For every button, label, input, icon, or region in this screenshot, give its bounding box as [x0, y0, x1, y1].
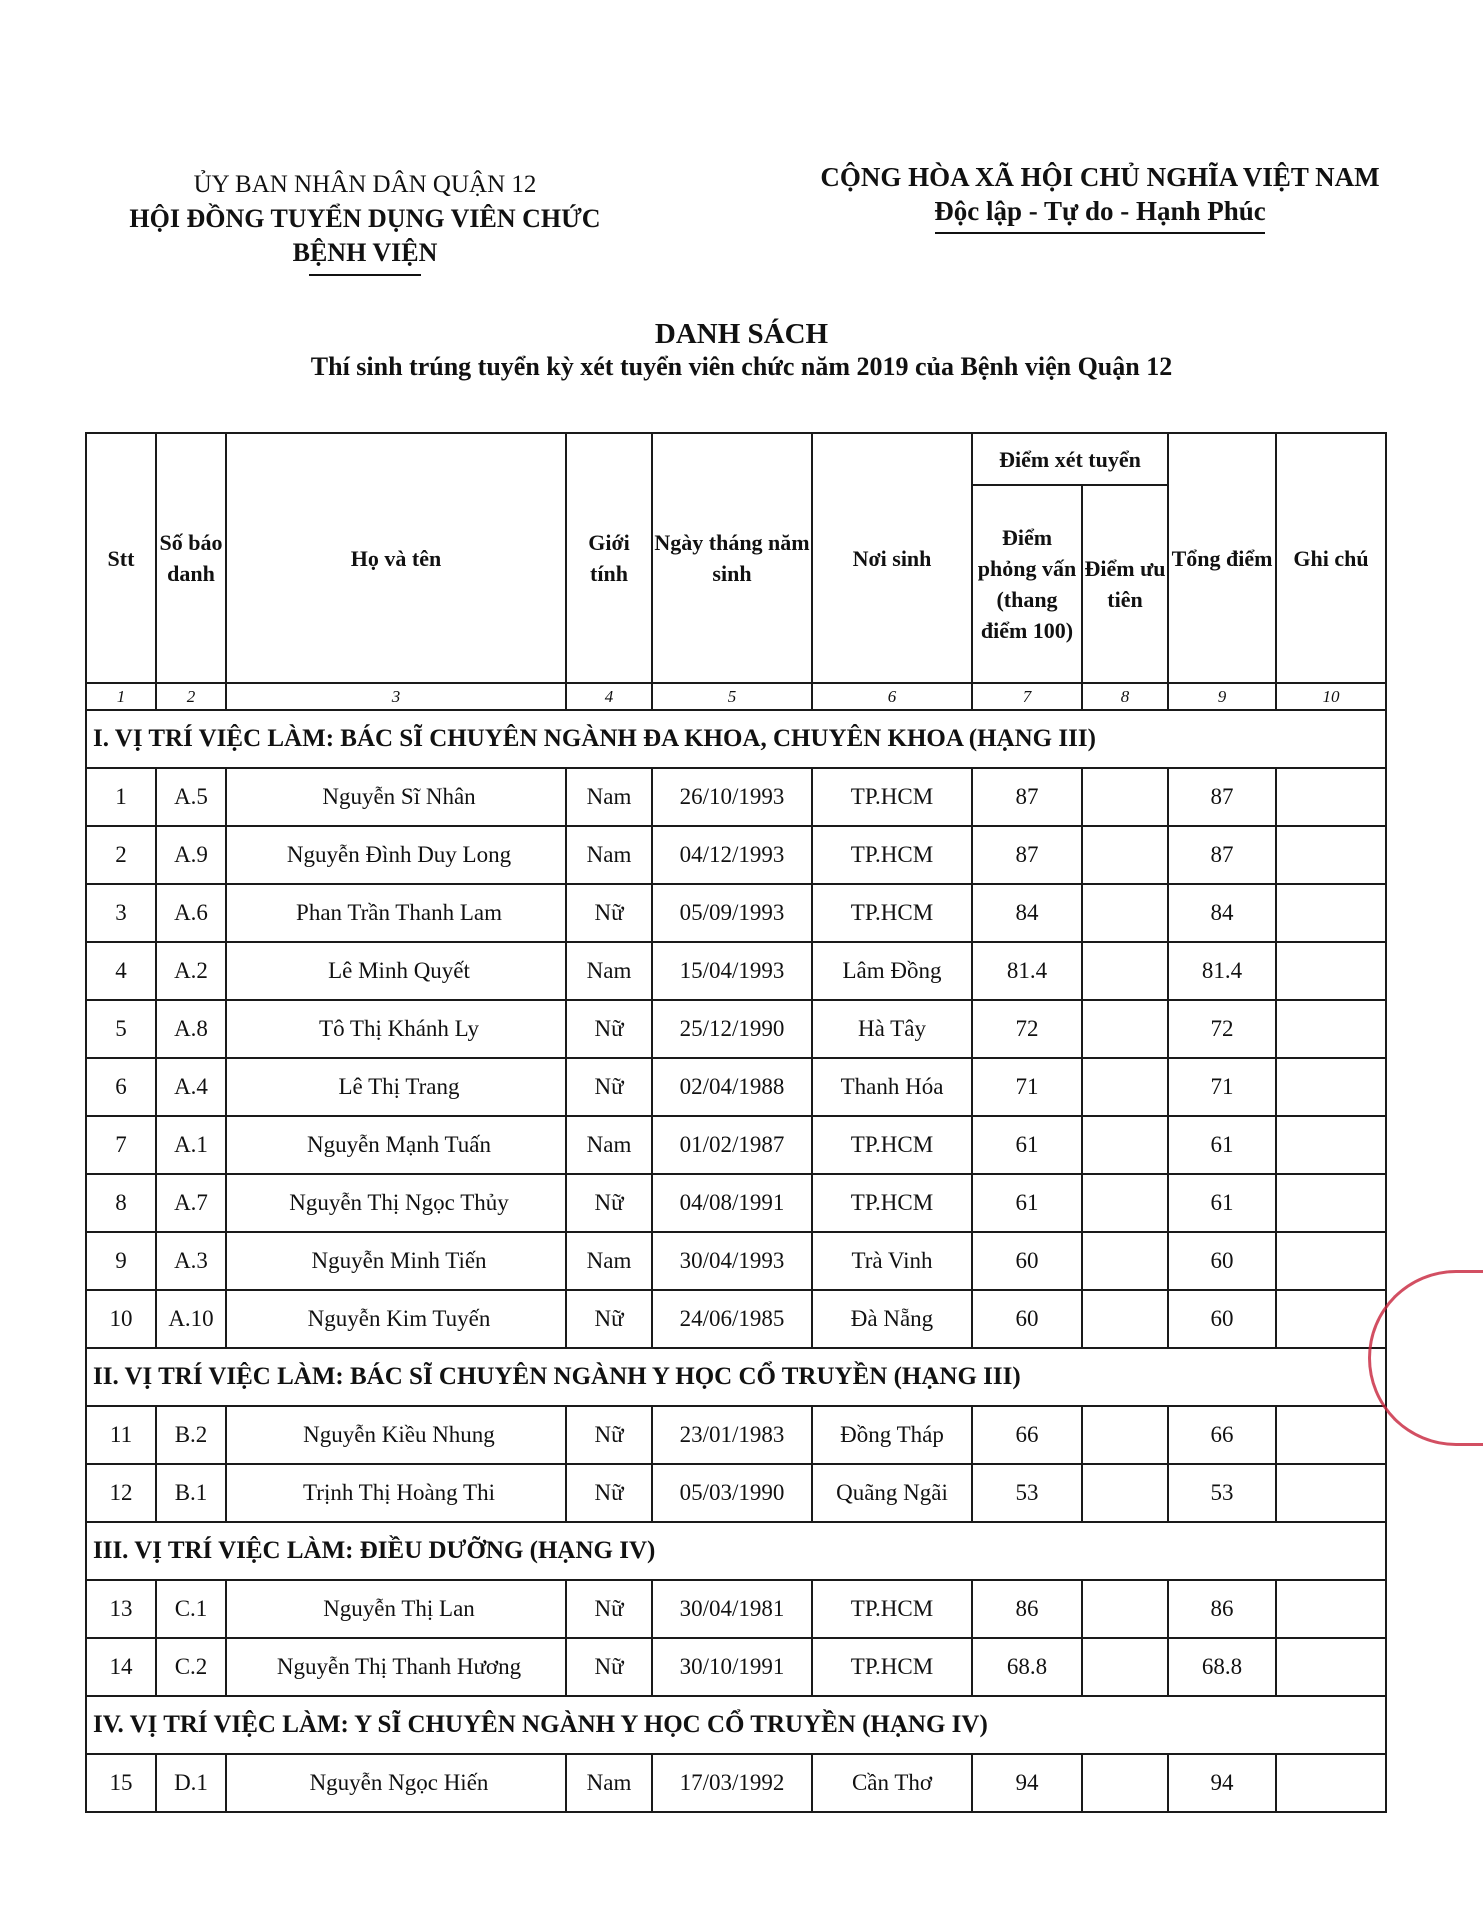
cell-name: Nguyễn Mạnh Tuấn [226, 1116, 566, 1174]
cell-note [1276, 1464, 1386, 1522]
cell-total: 61 [1168, 1174, 1276, 1232]
cell-birthplace: TP.HCM [812, 1638, 972, 1696]
cell-gender: Nam [566, 1116, 652, 1174]
cell-gender: Nữ [566, 1058, 652, 1116]
cell-name: Nguyễn Kim Tuyến [226, 1290, 566, 1348]
cell-interview: 61 [972, 1116, 1082, 1174]
cell-note [1276, 1754, 1386, 1812]
col-number: 5 [652, 683, 812, 710]
cell-birthplace: Trà Vinh [812, 1232, 972, 1290]
cell-gender: Nữ [566, 1464, 652, 1522]
cell-note [1276, 768, 1386, 826]
cell-total: 94 [1168, 1754, 1276, 1812]
cell-birthplace: TP.HCM [812, 884, 972, 942]
cell-name: Nguyễn Sĩ Nhân [226, 768, 566, 826]
cell-name: Trịnh Thị Hoàng Thi [226, 1464, 566, 1522]
cell-priority [1082, 1580, 1168, 1638]
cell-name: Nguyễn Thị Thanh Hương [226, 1638, 566, 1696]
section-title: I. VỊ TRÍ VIỆC LÀM: BÁC SĨ CHUYÊN NGÀNH ĐA KHOA, CHUYÊN KHOA (HẠNG III) [86, 710, 1386, 768]
cell-interview: 71 [972, 1058, 1082, 1116]
section-row [86, 1348, 1386, 1406]
table-row [86, 768, 1386, 826]
cell-interview: 84 [972, 884, 1082, 942]
cell-dob: 25/12/1990 [652, 1000, 812, 1058]
document-subtitle: Thí sinh trúng tuyển kỳ xét tuyển viên chức năm 2019 của Bệnh viện Quận 12 [310, 352, 1173, 381]
cell-interview: 81.4 [972, 942, 1082, 1000]
cell-dob: 15/04/1993 [652, 942, 812, 1000]
col-number: 8 [1082, 683, 1168, 710]
cell-stt: 7 [86, 1116, 156, 1174]
cell-birthplace: Hà Tây [812, 1000, 972, 1058]
cell-gender: Nữ [566, 884, 652, 942]
cell-name: Lê Thị Trang [226, 1058, 566, 1116]
section-title: IV. VỊ TRÍ VIỆC LÀM: Y SĨ CHUYÊN NGÀNH Y HỌC CỔ TRUYỀN (HẠNG IV) [86, 1696, 1386, 1754]
cell-name: Lê Minh Quyết [226, 942, 566, 1000]
cell-total: 72 [1168, 1000, 1276, 1058]
cell-dob: 17/03/1992 [652, 1754, 812, 1812]
cell-priority [1082, 1174, 1168, 1232]
cell-interview: 60 [972, 1232, 1082, 1290]
cell-interview: 72 [972, 1000, 1082, 1058]
cell-interview: 87 [972, 768, 1082, 826]
cell-name: Tô Thị Khánh Ly [226, 1000, 566, 1058]
header-left-divider [309, 274, 421, 276]
col-number: 9 [1168, 683, 1276, 710]
header-dob: Ngày tháng năm sinh [652, 433, 812, 683]
cell-gender: Nữ [566, 1000, 652, 1058]
table-row [86, 1406, 1386, 1464]
cell-dob: 04/12/1993 [652, 826, 812, 884]
table-row [86, 1000, 1386, 1058]
cell-priority [1082, 1754, 1168, 1812]
cell-note [1276, 826, 1386, 884]
cell-sbd: B.1 [156, 1464, 226, 1522]
section-title: II. VỊ TRÍ VIỆC LÀM: BÁC SĨ CHUYÊN NGÀNH Y HỌC CỔ TRUYỀN (HẠNG III) [86, 1348, 1386, 1406]
header-gender: Giới tính [566, 433, 652, 683]
table-row [86, 1754, 1386, 1812]
cell-interview: 60 [972, 1290, 1082, 1348]
cell-total: 66 [1168, 1406, 1276, 1464]
cell-gender: Nữ [566, 1638, 652, 1696]
cell-birthplace: TP.HCM [812, 1116, 972, 1174]
col-number: 10 [1276, 683, 1386, 710]
cell-priority [1082, 826, 1168, 884]
cell-sbd: A.8 [156, 1000, 226, 1058]
cell-stt: 12 [86, 1464, 156, 1522]
cell-sbd: C.2 [156, 1638, 226, 1696]
col-number: 7 [972, 683, 1082, 710]
col-number: 1 [86, 683, 156, 710]
table-row [86, 826, 1386, 884]
cell-interview: 87 [972, 826, 1082, 884]
cell-name: Nguyễn Thị Ngọc Thủy [226, 1174, 566, 1232]
cell-note [1276, 1174, 1386, 1232]
cell-dob: 23/01/1983 [652, 1406, 812, 1464]
national-title: CỘNG HÒA XÃ HỘI CHỦ NGHĨA VIỆT NAM [820, 162, 1380, 192]
cell-sbd: A.10 [156, 1290, 226, 1348]
cell-dob: 05/09/1993 [652, 884, 812, 942]
cell-note [1276, 1580, 1386, 1638]
cell-stt: 9 [86, 1232, 156, 1290]
cell-priority [1082, 1290, 1168, 1348]
cell-birthplace: Thanh Hóa [812, 1058, 972, 1116]
table-row [86, 942, 1386, 1000]
header-right-divider [935, 232, 1265, 234]
header-interview: Điểm phỏng vấn (thang điểm 100) [972, 485, 1082, 683]
cell-sbd: A.9 [156, 826, 226, 884]
cell-stt: 5 [86, 1000, 156, 1058]
cell-priority [1082, 1058, 1168, 1116]
cell-note [1276, 1232, 1386, 1290]
cell-name: Phan Trần Thanh Lam [226, 884, 566, 942]
cell-sbd: A.1 [156, 1116, 226, 1174]
results-table [85, 432, 1387, 1813]
cell-total: 81.4 [1168, 942, 1276, 1000]
cell-total: 60 [1168, 1290, 1276, 1348]
cell-priority [1082, 1232, 1168, 1290]
cell-interview: 66 [972, 1406, 1082, 1464]
cell-dob: 30/04/1993 [652, 1232, 812, 1290]
table-row [86, 1464, 1386, 1522]
cell-dob: 30/04/1981 [652, 1580, 812, 1638]
cell-stt: 3 [86, 884, 156, 942]
header-priority: Điểm ưu tiên [1082, 485, 1168, 683]
cell-dob: 02/04/1988 [652, 1058, 812, 1116]
cell-stt: 4 [86, 942, 156, 1000]
cell-dob: 04/08/1991 [652, 1174, 812, 1232]
cell-priority [1082, 1406, 1168, 1464]
cell-dob: 26/10/1993 [652, 768, 812, 826]
header-left [110, 168, 620, 276]
cell-interview: 61 [972, 1174, 1082, 1232]
col-number: 3 [226, 683, 566, 710]
table-row [86, 1058, 1386, 1116]
cell-sbd: D.1 [156, 1754, 226, 1812]
cell-sbd: A.2 [156, 942, 226, 1000]
cell-birthplace: Đà Nẵng [812, 1290, 972, 1348]
cell-note [1276, 1058, 1386, 1116]
cell-priority [1082, 884, 1168, 942]
cell-sbd: B.2 [156, 1406, 226, 1464]
cell-sbd: A.5 [156, 768, 226, 826]
cell-total: 87 [1168, 768, 1276, 826]
cell-priority [1082, 768, 1168, 826]
cell-total: 68.8 [1168, 1638, 1276, 1696]
committee-name: ỦY BAN NHÂN DÂN QUẬN 12 [193, 171, 537, 198]
column-number-row [86, 683, 1386, 710]
national-motto: Độc lập - Tự do - Hạnh Phúc [934, 196, 1266, 226]
cell-birthplace: Lâm Đồng [812, 942, 972, 1000]
table-row [86, 1116, 1386, 1174]
cell-interview: 68.8 [972, 1638, 1082, 1696]
cell-gender: Nam [566, 826, 652, 884]
cell-total: 60 [1168, 1232, 1276, 1290]
cell-birthplace: Đồng Tháp [812, 1406, 972, 1464]
document-title: DANH SÁCH [654, 318, 829, 350]
cell-stt: 11 [86, 1406, 156, 1464]
header-birthplace: Nơi sinh [812, 433, 972, 683]
cell-note [1276, 884, 1386, 942]
cell-total: 53 [1168, 1464, 1276, 1522]
cell-gender: Nam [566, 942, 652, 1000]
cell-total: 87 [1168, 826, 1276, 884]
cell-priority [1082, 1116, 1168, 1174]
table-row [86, 884, 1386, 942]
cell-priority [1082, 942, 1168, 1000]
cell-stt: 15 [86, 1754, 156, 1812]
cell-sbd: C.1 [156, 1580, 226, 1638]
cell-dob: 30/10/1991 [652, 1638, 812, 1696]
section-row [86, 1696, 1386, 1754]
cell-stt: 2 [86, 826, 156, 884]
hospital-name: BỆNH VIỆN [292, 238, 438, 267]
cell-priority [1082, 1638, 1168, 1696]
section-row [86, 1522, 1386, 1580]
cell-sbd: A.3 [156, 1232, 226, 1290]
cell-sbd: A.6 [156, 884, 226, 942]
cell-name: Nguyễn Kiều Nhung [226, 1406, 566, 1464]
cell-interview: 94 [972, 1754, 1082, 1812]
cell-total: 84 [1168, 884, 1276, 942]
cell-note [1276, 1406, 1386, 1464]
header-total: Tổng điểm [1168, 433, 1276, 683]
col-number: 4 [566, 683, 652, 710]
cell-dob: 05/03/1990 [652, 1464, 812, 1522]
cell-name: Nguyễn Thị Lan [226, 1580, 566, 1638]
table-row [86, 1580, 1386, 1638]
cell-sbd: A.7 [156, 1174, 226, 1232]
cell-gender: Nữ [566, 1406, 652, 1464]
cell-gender: Nữ [566, 1290, 652, 1348]
section-row [86, 710, 1386, 768]
cell-gender: Nữ [566, 1174, 652, 1232]
cell-stt: 1 [86, 768, 156, 826]
cell-stt: 6 [86, 1058, 156, 1116]
table-row [86, 1638, 1386, 1696]
header-score-group: Điểm xét tuyển [972, 433, 1168, 485]
header-stt: Stt [86, 433, 156, 683]
cell-stt: 14 [86, 1638, 156, 1696]
cell-birthplace: TP.HCM [812, 1580, 972, 1638]
col-number: 2 [156, 683, 226, 710]
cell-gender: Nam [566, 768, 652, 826]
cell-total: 61 [1168, 1116, 1276, 1174]
header-sbd: Số báo danh [156, 433, 226, 683]
table-row [86, 1290, 1386, 1348]
cell-note [1276, 942, 1386, 1000]
cell-gender: Nam [566, 1232, 652, 1290]
cell-stt: 8 [86, 1174, 156, 1232]
cell-stt: 10 [86, 1290, 156, 1348]
header-name: Họ và tên [226, 433, 566, 683]
header-right [790, 160, 1410, 234]
cell-birthplace: Cần Thơ [812, 1754, 972, 1812]
council-name: HỘI ĐỒNG TUYỂN DỤNG VIÊN CHỨC [129, 204, 601, 233]
cell-name: Nguyễn Ngọc Hiến [226, 1754, 566, 1812]
cell-total: 86 [1168, 1580, 1276, 1638]
cell-name: Nguyễn Minh Tiến [226, 1232, 566, 1290]
cell-interview: 53 [972, 1464, 1082, 1522]
cell-sbd: A.4 [156, 1058, 226, 1116]
cell-stt: 13 [86, 1580, 156, 1638]
cell-dob: 24/06/1985 [652, 1290, 812, 1348]
cell-birthplace: TP.HCM [812, 1174, 972, 1232]
cell-dob: 01/02/1987 [652, 1116, 812, 1174]
col-number: 6 [812, 683, 972, 710]
cell-interview: 86 [972, 1580, 1082, 1638]
section-title: III. VỊ TRÍ VIỆC LÀM: ĐIỀU DƯỠNG (HẠNG IV) [86, 1522, 1386, 1580]
cell-gender: Nữ [566, 1580, 652, 1638]
cell-name: Nguyễn Đình Duy Long [226, 826, 566, 884]
header-note: Ghi chú [1276, 433, 1386, 683]
cell-birthplace: TP.HCM [812, 768, 972, 826]
cell-note [1276, 1000, 1386, 1058]
cell-note [1276, 1116, 1386, 1174]
cell-priority [1082, 1464, 1168, 1522]
cell-gender: Nam [566, 1754, 652, 1812]
cell-total: 71 [1168, 1058, 1276, 1116]
cell-priority [1082, 1000, 1168, 1058]
cell-birthplace: TP.HCM [812, 826, 972, 884]
table-row [86, 1174, 1386, 1232]
cell-birthplace: Quãng Ngãi [812, 1464, 972, 1522]
cell-note [1276, 1638, 1386, 1696]
table-row [86, 1232, 1386, 1290]
